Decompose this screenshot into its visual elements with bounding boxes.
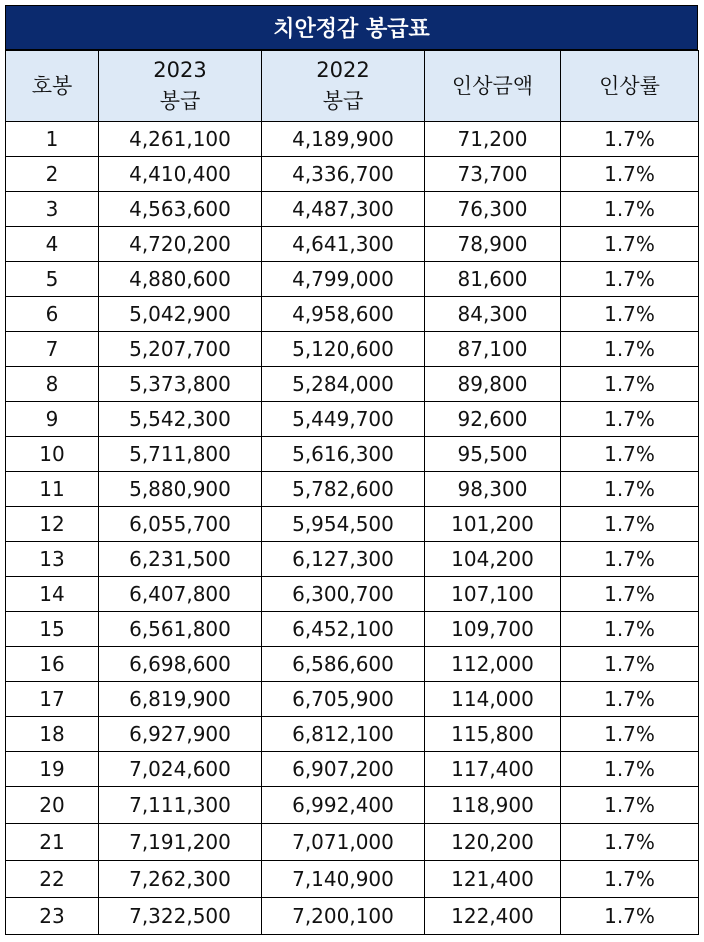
grade-cell: 3 — [6, 192, 99, 227]
increase-cell: 107,100 — [425, 577, 561, 612]
header-rate: 인상률 — [561, 51, 699, 122]
salary-2022-cell: 6,586,600 — [262, 647, 425, 682]
table-row — [6, 898, 699, 935]
rate-cell: 1.7% — [561, 577, 699, 612]
table-row — [6, 612, 699, 647]
header-2023-label: 봉급 — [159, 89, 201, 113]
rate-cell: 1.7% — [561, 752, 699, 787]
grade-cell: 18 — [6, 717, 99, 752]
salary-2022-cell: 5,782,600 — [262, 472, 425, 507]
table-row — [6, 752, 699, 787]
salary-2022-cell: 4,958,600 — [262, 297, 425, 332]
salary-2022-cell: 5,616,300 — [262, 437, 425, 472]
rate-cell: 1.7% — [561, 898, 699, 935]
table-row — [6, 824, 699, 861]
header-2022-year: 2022 — [316, 58, 370, 82]
table-row — [6, 157, 699, 192]
table-row — [6, 402, 699, 437]
increase-cell: 89,800 — [425, 367, 561, 402]
salary-2022-cell: 6,300,700 — [262, 577, 425, 612]
increase-cell: 118,900 — [425, 787, 561, 824]
salary-2023-cell: 7,322,500 — [99, 898, 262, 935]
salary-2022-cell: 7,200,100 — [262, 898, 425, 935]
increase-cell: 73,700 — [425, 157, 561, 192]
salary-sheet — [5, 5, 698, 935]
rate-cell: 1.7% — [561, 332, 699, 367]
salary-2023-cell: 6,231,500 — [99, 542, 262, 577]
increase-cell: 109,700 — [425, 612, 561, 647]
table-body — [6, 122, 699, 935]
increase-cell: 95,500 — [425, 437, 561, 472]
table-row — [6, 262, 699, 297]
salary-2023-cell: 4,563,600 — [99, 192, 262, 227]
header-2022-salary — [262, 51, 425, 122]
salary-2023-cell: 4,261,100 — [99, 122, 262, 157]
salary-table — [5, 50, 699, 935]
increase-cell: 114,000 — [425, 682, 561, 717]
increase-cell: 84,300 — [425, 297, 561, 332]
salary-2022-cell: 5,954,500 — [262, 507, 425, 542]
grade-cell: 1 — [6, 122, 99, 157]
grade-cell: 23 — [6, 898, 99, 935]
salary-2022-cell: 7,140,900 — [262, 861, 425, 898]
rate-cell: 1.7% — [561, 157, 699, 192]
grade-cell: 12 — [6, 507, 99, 542]
grade-cell: 15 — [6, 612, 99, 647]
salary-2022-cell: 5,120,600 — [262, 332, 425, 367]
rate-cell: 1.7% — [561, 861, 699, 898]
salary-2023-cell: 7,262,300 — [99, 861, 262, 898]
header-grade: 호봉 — [6, 51, 99, 122]
table-row — [6, 437, 699, 472]
table-row — [6, 682, 699, 717]
increase-cell: 92,600 — [425, 402, 561, 437]
grade-cell: 5 — [6, 262, 99, 297]
increase-cell: 121,400 — [425, 861, 561, 898]
salary-2023-cell: 6,407,800 — [99, 577, 262, 612]
rate-cell: 1.7% — [561, 612, 699, 647]
increase-cell: 122,400 — [425, 898, 561, 935]
table-row — [6, 717, 699, 752]
increase-cell: 120,200 — [425, 824, 561, 861]
table-title: 치안정감 봉급표 — [5, 5, 698, 50]
salary-2022-cell: 6,812,100 — [262, 717, 425, 752]
salary-2023-cell: 6,055,700 — [99, 507, 262, 542]
grade-cell: 20 — [6, 787, 99, 824]
table-row — [6, 861, 699, 898]
salary-2022-cell: 7,071,000 — [262, 824, 425, 861]
rate-cell: 1.7% — [561, 824, 699, 861]
salary-2023-cell: 6,698,600 — [99, 647, 262, 682]
table-row — [6, 227, 699, 262]
salary-2022-cell: 4,189,900 — [262, 122, 425, 157]
rate-cell: 1.7% — [561, 437, 699, 472]
table-row — [6, 507, 699, 542]
table-row — [6, 787, 699, 824]
rate-cell: 1.7% — [561, 507, 699, 542]
table-row — [6, 367, 699, 402]
grade-cell: 21 — [6, 824, 99, 861]
salary-2022-cell: 5,449,700 — [262, 402, 425, 437]
increase-cell: 81,600 — [425, 262, 561, 297]
grade-cell: 2 — [6, 157, 99, 192]
rate-cell: 1.7% — [561, 542, 699, 577]
grade-cell: 8 — [6, 367, 99, 402]
grade-cell: 19 — [6, 752, 99, 787]
increase-cell: 76,300 — [425, 192, 561, 227]
increase-cell: 101,200 — [425, 507, 561, 542]
salary-2023-cell: 6,819,900 — [99, 682, 262, 717]
grade-cell: 4 — [6, 227, 99, 262]
salary-2023-cell: 5,373,800 — [99, 367, 262, 402]
header-increase: 인상금액 — [425, 51, 561, 122]
table-row — [6, 647, 699, 682]
salary-2023-cell: 7,111,300 — [99, 787, 262, 824]
grade-cell: 7 — [6, 332, 99, 367]
increase-cell: 71,200 — [425, 122, 561, 157]
rate-cell: 1.7% — [561, 192, 699, 227]
grade-cell: 13 — [6, 542, 99, 577]
grade-cell: 14 — [6, 577, 99, 612]
table-row — [6, 332, 699, 367]
salary-2023-cell: 4,720,200 — [99, 227, 262, 262]
salary-2022-cell: 6,705,900 — [262, 682, 425, 717]
salary-2022-cell: 6,127,300 — [262, 542, 425, 577]
rate-cell: 1.7% — [561, 682, 699, 717]
table-row — [6, 472, 699, 507]
increase-cell: 115,800 — [425, 717, 561, 752]
header-row — [6, 51, 699, 122]
rate-cell: 1.7% — [561, 402, 699, 437]
increase-cell: 98,300 — [425, 472, 561, 507]
grade-cell: 16 — [6, 647, 99, 682]
grade-cell: 6 — [6, 297, 99, 332]
grade-cell: 11 — [6, 472, 99, 507]
salary-2022-cell: 5,284,000 — [262, 367, 425, 402]
salary-2023-cell: 7,024,600 — [99, 752, 262, 787]
header-2023-salary — [99, 51, 262, 122]
salary-2023-cell: 7,191,200 — [99, 824, 262, 861]
salary-2022-cell: 6,992,400 — [262, 787, 425, 824]
header-2023-year: 2023 — [153, 58, 207, 82]
salary-2023-cell: 4,880,600 — [99, 262, 262, 297]
salary-2022-cell: 4,336,700 — [262, 157, 425, 192]
increase-cell: 112,000 — [425, 647, 561, 682]
increase-cell: 78,900 — [425, 227, 561, 262]
table-row — [6, 192, 699, 227]
rate-cell: 1.7% — [561, 787, 699, 824]
salary-2023-cell: 5,880,900 — [99, 472, 262, 507]
salary-2022-cell: 6,907,200 — [262, 752, 425, 787]
rate-cell: 1.7% — [561, 227, 699, 262]
salary-2022-cell: 6,452,100 — [262, 612, 425, 647]
increase-cell: 117,400 — [425, 752, 561, 787]
table-row — [6, 297, 699, 332]
rate-cell: 1.7% — [561, 647, 699, 682]
salary-2023-cell: 5,207,700 — [99, 332, 262, 367]
salary-2023-cell: 4,410,400 — [99, 157, 262, 192]
rate-cell: 1.7% — [561, 297, 699, 332]
rate-cell: 1.7% — [561, 122, 699, 157]
table-row — [6, 542, 699, 577]
grade-cell: 10 — [6, 437, 99, 472]
increase-cell: 87,100 — [425, 332, 561, 367]
salary-2023-cell: 5,542,300 — [99, 402, 262, 437]
rate-cell: 1.7% — [561, 472, 699, 507]
rate-cell: 1.7% — [561, 367, 699, 402]
grade-cell: 9 — [6, 402, 99, 437]
salary-2022-cell: 4,487,300 — [262, 192, 425, 227]
increase-cell: 104,200 — [425, 542, 561, 577]
salary-2023-cell: 5,711,800 — [99, 437, 262, 472]
header-2022-label: 봉급 — [322, 89, 364, 113]
rate-cell: 1.7% — [561, 717, 699, 752]
salary-2023-cell: 6,561,800 — [99, 612, 262, 647]
table-row — [6, 122, 699, 157]
salary-2023-cell: 5,042,900 — [99, 297, 262, 332]
salary-2022-cell: 4,799,000 — [262, 262, 425, 297]
grade-cell: 17 — [6, 682, 99, 717]
salary-2022-cell: 4,641,300 — [262, 227, 425, 262]
salary-2023-cell: 6,927,900 — [99, 717, 262, 752]
grade-cell: 22 — [6, 861, 99, 898]
rate-cell: 1.7% — [561, 262, 699, 297]
table-row — [6, 577, 699, 612]
